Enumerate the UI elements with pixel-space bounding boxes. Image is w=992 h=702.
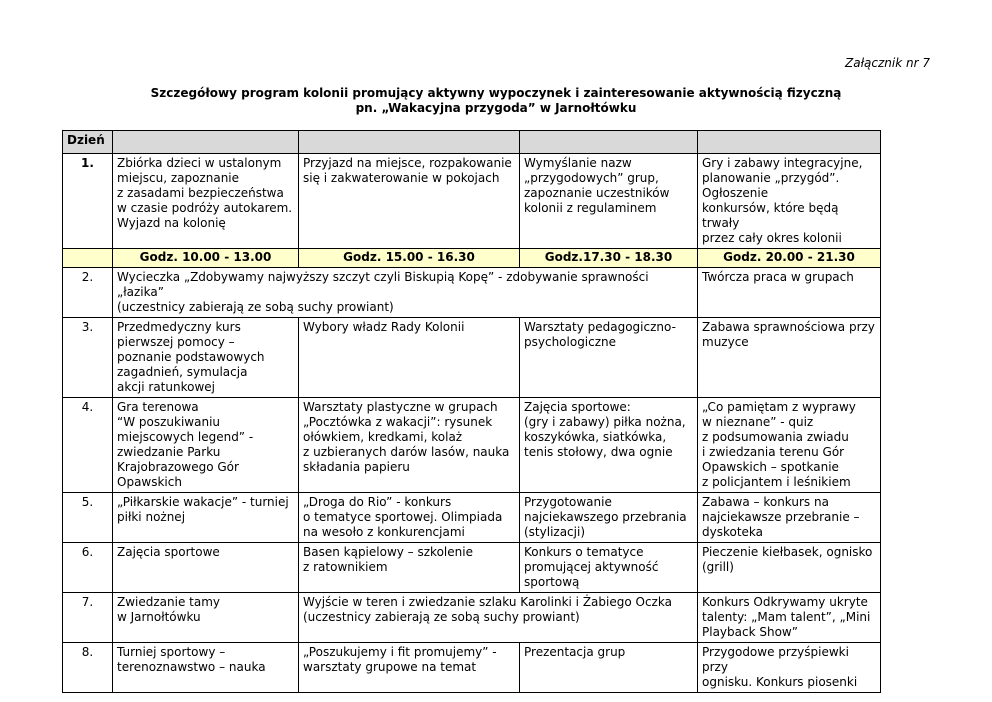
activity-cell: „Droga do Rio” - konkurs o tematyce sportowej. Olimpiada na wesoło z konkurencjami xyxy=(299,493,520,543)
activity-cell: Przyjazd na miejsce, rozpakowanie się i zakwaterowanie w pokojach xyxy=(299,154,520,249)
hours-row xyxy=(63,249,881,268)
table-row-day-7 xyxy=(63,593,881,643)
day-number: 7. xyxy=(63,593,113,643)
header-day: Dzień xyxy=(63,131,113,154)
table-row-day-1 xyxy=(63,154,881,249)
activity-cell: „Piłkarskie wakacje” - turniej piłki nożnej xyxy=(113,493,299,543)
day-number: 6. xyxy=(63,543,113,593)
activity-cell: „Co pamiętam z wyprawy w nieznane” - quiz z podsumowania zwiadu i zwiedzania terenu Gór Opawskich – spotkanie z policjantem i leśnikiem xyxy=(698,398,881,493)
header-cell xyxy=(299,131,520,154)
hours-cell: Godz. 10.00 - 13.00 xyxy=(113,249,299,268)
document-subtitle: pn. „Wakacyjna przygoda” w Jarnołtówku xyxy=(355,101,637,115)
activity-cell: Zwiedzanie tamy w Jarnołtówku xyxy=(113,593,299,643)
table-row-day-2 xyxy=(63,268,881,318)
activity-cell: Przygodowe przyśpiewki przy ognisku. Konkurs piosenki xyxy=(698,643,881,693)
activity-cell: Przygotowanie najciekawszego przebrania (stylizacji) xyxy=(520,493,698,543)
hours-cell: Godz.17.30 - 18.30 xyxy=(520,249,698,268)
activity-cell: Konkurs o tematyce promującej aktywność sportową xyxy=(520,543,698,593)
day-number: 1. xyxy=(63,154,113,249)
activity-cell: Zajęcia sportowe xyxy=(113,543,299,593)
activity-cell: Pieczenie kiełbasek, ognisko (grill) xyxy=(698,543,881,593)
hours-empty-cell xyxy=(63,249,113,268)
activity-cell: Zabawa sprawnościowa przy muzyce xyxy=(698,318,881,398)
activity-cell: Warsztaty pedagogiczno- psychologiczne xyxy=(520,318,698,398)
activity-cell: Wymyślanie nazw „przygodowych” grup, zapoznanie uczestników kolonii z regulaminem xyxy=(520,154,698,249)
day-number: 5. xyxy=(63,493,113,543)
activity-cell: „Poszukujemy i fit promujemy” - warsztaty grupowe na temat xyxy=(299,643,520,693)
activity-cell: Gry i zabawy integracyjne, planowanie „przygód”. Ogłoszenie konkursów, które będą trwały przez cały okres kolonii xyxy=(698,154,881,249)
header-cell xyxy=(698,131,881,154)
activity-cell: Gra terenowa “W poszukiwaniu miejscowych legend” - zwiedzanie Parku Krajobrazowego Gór Opawskich xyxy=(113,398,299,493)
day-number: 4. xyxy=(63,398,113,493)
hours-cell: Godz. 20.00 - 21.30 xyxy=(698,249,881,268)
activity-cell: Konkurs Odkrywamy ukryte talenty: „Mam talent”, „Mini Playback Show” xyxy=(698,593,881,643)
day-number: 2. xyxy=(63,268,113,318)
activity-cell: Wyjście w teren i zwiedzanie szlaku Karolinki i Żabiego Oczka (uczestnicy zabierają ze sobą suchy prowiant) xyxy=(299,593,698,643)
activity-cell: Wybory władz Rady Kolonii xyxy=(299,318,520,398)
activity-cell: Wycieczka „Zdobywamy najwyższy szczyt czyli Biskupią Kopę” - zdobywanie sprawności „łazika” (uczestnicy zabierają ze sobą suchy prowiant) xyxy=(113,268,698,318)
header-row xyxy=(63,131,881,154)
activity-cell: Warsztaty plastyczne w grupach „Pocztówka z wakacji”: rysunek ołówkiem, kredkami, kolaż z uzbieranych darów lasów, nauka składania papieru xyxy=(299,398,520,493)
annex-label: Załącznik nr 7 xyxy=(845,56,930,70)
document-title: Szczegółowy program kolonii promujący aktywny wypoczynek i zainteresowanie aktywnością fizyczną xyxy=(150,86,842,100)
hours-cell: Godz. 15.00 - 16.30 xyxy=(299,249,520,268)
table-row-day-4 xyxy=(63,398,881,493)
program-table xyxy=(62,130,881,693)
activity-cell: Basen kąpielowy – szkolenie z ratownikiem xyxy=(299,543,520,593)
header-cell xyxy=(520,131,698,154)
day-number: 3. xyxy=(63,318,113,398)
table-row-day-5 xyxy=(63,493,881,543)
table-row-day-8 xyxy=(63,643,881,693)
activity-cell: Twórcza praca w grupach xyxy=(698,268,881,318)
activity-cell: Turniej sportowy – terenoznawstwo – nauka xyxy=(113,643,299,693)
day-number: 8. xyxy=(63,643,113,693)
activity-cell: Prezentacja grup xyxy=(520,643,698,693)
activity-cell: Zabawa – konkurs na najciekawsze przebranie – dyskoteka xyxy=(698,493,881,543)
activity-cell: Zajęcia sportowe: (gry i zabawy) piłka nożna, koszykówka, siatkówka, tenis stołowy, dwa ognie xyxy=(520,398,698,493)
table-row-day-6 xyxy=(63,543,881,593)
activity-cell: Zbiórka dzieci w ustalonym miejscu, zapoznanie z zasadami bezpieczeństwa w czasie podróży autokarem. Wyjazd na kolonię xyxy=(113,154,299,249)
header-cell xyxy=(113,131,299,154)
table-row-day-3 xyxy=(63,318,881,398)
activity-cell: Przedmedyczny kurs pierwszej pomocy – poznanie podstawowych zagadnień, symulacja akcji ratunkowej xyxy=(113,318,299,398)
